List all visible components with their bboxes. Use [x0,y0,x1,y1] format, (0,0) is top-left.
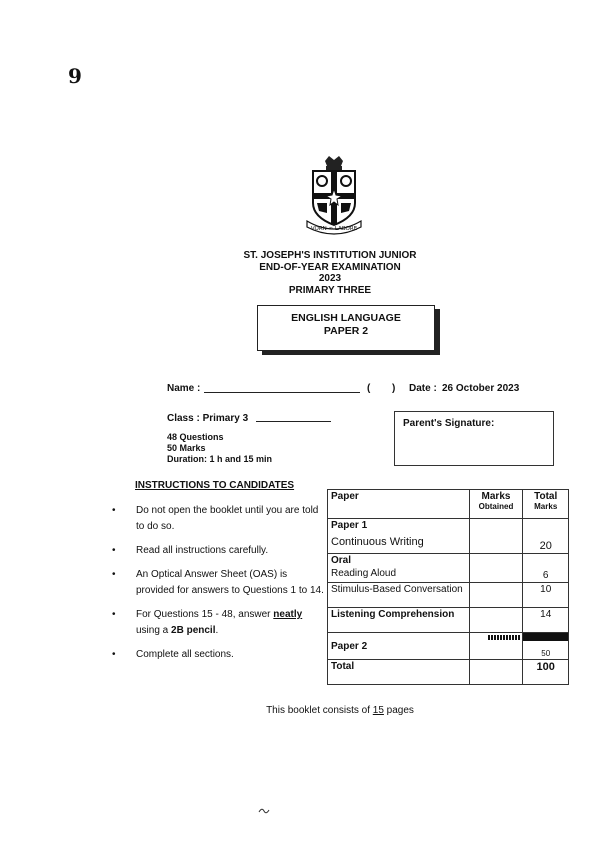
school-heading [0,250,600,296]
marks-cell[interactable] [469,554,523,583]
class-line[interactable] [256,421,331,422]
scan-smudge [488,635,520,640]
page-number: 9 [68,64,82,88]
table-header-row [328,490,569,519]
row-total: Total [328,660,470,685]
marks-cell[interactable] [469,660,523,685]
exam-year: 2023 [318,273,342,284]
instructions-title: INSTRUCTIONS TO CANDIDATES [135,480,295,491]
total-cell: 6 [523,554,569,583]
class-label: Class : Primary 3 [167,413,249,424]
date-label: Date : [409,383,437,394]
school-name: ST. JOSEPH'S INSTITUTION JUNIOR [243,250,417,261]
parent-signature-box[interactable] [394,411,554,466]
instruction-item: • Read all instructions carefully. [112,545,269,556]
total-cell: 100 [523,660,569,685]
page-count: 15 [372,705,384,716]
parent-signature-label: Parent's Signature: [403,418,495,429]
crest-motto: VORN ∞ LABORE [310,226,358,232]
name-label: Name : [167,383,201,394]
row-listening: Listening Comprehension [328,608,470,633]
marks-cell[interactable] [469,608,523,633]
paren-open: ( [367,383,371,394]
exam-name: END-OF-YEAR EXAMINATION [259,261,401,273]
school-crest-logo [305,155,363,235]
scribble-mark [258,806,270,816]
table-row [328,660,569,685]
instruction-item: • Do not open the booklet until you are told to do so. [112,505,319,532]
page-count-note: This booklet consists of 15 pages [266,705,414,716]
table-row [328,583,569,608]
duration: Duration: 1 h and 15 min [167,454,273,464]
row-stimulus: Stimulus-Based Conversation [328,583,470,608]
row-paper2: Paper 2 [328,633,470,660]
table-row [328,608,569,633]
row-paper1: Paper 1 Continuous Writing [328,519,470,554]
total-marks: 50 Marks [167,443,206,453]
total-cell: 50 [523,633,569,660]
paper-title: PAPER 2 [323,325,369,337]
question-count: 48 Questions [167,432,224,442]
marks-cell[interactable] [469,519,523,554]
level-name: PRIMARY THREE [288,284,372,296]
header-total-marks: Total Marks [523,490,569,519]
marks-cell[interactable] [469,583,523,608]
instruction-item: • An Optical Answer Sheet (OAS) is provided for answers to Questions 1 to 14. [112,569,324,596]
table-row [328,633,569,660]
table-row [328,519,569,554]
subject-title: ENGLISH LANGUAGE [291,312,401,324]
exam-details [167,432,272,465]
total-cell: 10 [523,583,569,608]
subject-box [257,305,435,351]
header-paper: Paper [328,490,470,519]
instruction-item: • For Questions 15 - 48, answer neatly using a 2B pencil. [112,609,303,636]
table-row [328,554,569,583]
row-oral: Oral Reading Aloud [328,554,470,583]
marks-table [327,489,569,685]
date-value: 26 October 2023 [442,383,520,394]
name-line[interactable] [204,392,360,393]
marks-cell[interactable] [469,633,523,660]
paren-close: ) [392,383,396,394]
total-cell: 14 [523,608,569,633]
instructions-list [112,503,324,671]
total-cell: 20 [523,519,569,554]
instruction-item: • Complete all sections. [112,649,234,660]
header-marks-obtained: Marks Obtained [469,490,523,519]
